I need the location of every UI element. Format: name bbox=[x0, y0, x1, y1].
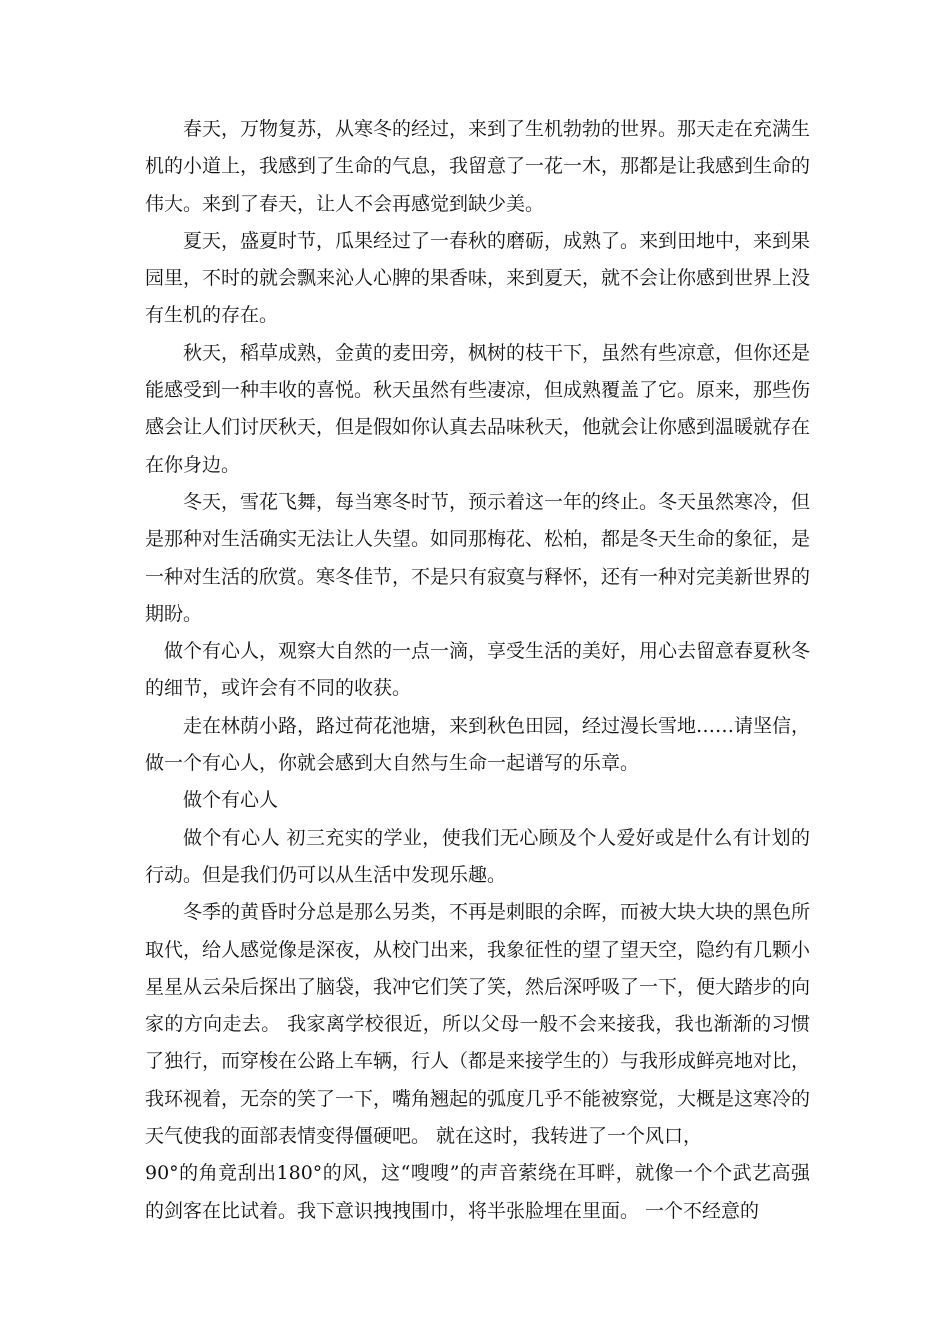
paragraph-wind: 90°的角竟刮出180°的风，这“嗖嗖”的声音萦绕在耳畔，就像一个个武艺高强的剑客在比试着。我下意识拽拽围巾，将半张脸埋在里面。 一个不经意的 bbox=[145, 1162, 810, 1222]
paragraph-intro: 做个有心人 初三充实的学业，使我们无心顾及个人爱好或是什么有计划的行动。但是我们仍可以从生活中发现乐趣。 bbox=[145, 826, 810, 886]
section-title: 做个有心人 bbox=[183, 789, 279, 812]
paragraph-dusk: 冬季的黄昏时分总是那么另类，不再是刺眼的余晖，而被大块大块的黑色所取代，给人感觉像是深夜，从校门出来，我象征性的望了望天空，隐约有几颗小星星从云朵后探出了脑袋，我冲它们笑了笑，然后深呼吸了一下，便大踏步的向家的方向走去。 我家离学校很近，所以父母一般不会来接我，我也渐渐的习惯了独行，而穿梭在公路上车辆，行人（都是来接学生的）与我形成鲜亮地对比，我环视着，无奈的笑了一下，嘴角翘起的弧度几乎不能被察觉，大概是这寒冷的天气使我的面部表情变得僵硬吧。 就在这时，我转进了一个风口， bbox=[145, 901, 811, 1148]
paragraph-conclusion: 走在林荫小路，路过荷花池塘，来到秋色田园，经过漫长雪地……请坚信，做一个有心人，你就会感到大自然与生命一起谱写的乐章。 bbox=[145, 714, 811, 775]
document-body bbox=[145, 111, 810, 1230]
paragraph-autumn: 秋天，稻草成熟，金黄的麦田旁，枫树的枝干下，虽然有些凉意，但你还是能感受到一种丰收的喜悦。秋天虽然有些凄凉，但成熟覆盖了它。原来，那些伤感会让人们讨厌秋天，但是假如你认真去品味秋天，他就会让你感到温暖就存在在你身边。 bbox=[145, 341, 811, 476]
paragraph-spring: 春天，万物复苏，从寒冬的经过，来到了生机勃勃的世界。那天走在充满生机的小道上，我感到了生命的气息，我留意了一花一木，那都是让我感到生命的伟大。来到了春天，让人不会再感觉到缺少美。 bbox=[145, 118, 811, 215]
paragraph-winter: 冬天，雪花飞舞，每当寒冬时节，预示着这一年的终止。冬天虽然寒冷，但是那种对生活确实无法让人失望。如同那梅花、松柏，都是冬天生命的象征，是一种对生活的欣赏。寒冬佳节，不是只有寂寞与释怀，还有一种对完美新世界的期盼。 bbox=[145, 490, 811, 625]
paragraph-summer: 夏天，盛夏时节，瓜果经过了一春秋的磨砺，成熟了。来到田地中，来到果园里，不时的就会飘来沁人心脾的果香味，来到夏天，就不会让你感到世界上没有生机的存在。 bbox=[145, 229, 811, 327]
paragraph-observe: 做个有心人，观察大自然的一点一滴，享受生活的美好，用心去留意春夏秋冬的细节，或许会有不同的收获。 bbox=[145, 640, 811, 700]
